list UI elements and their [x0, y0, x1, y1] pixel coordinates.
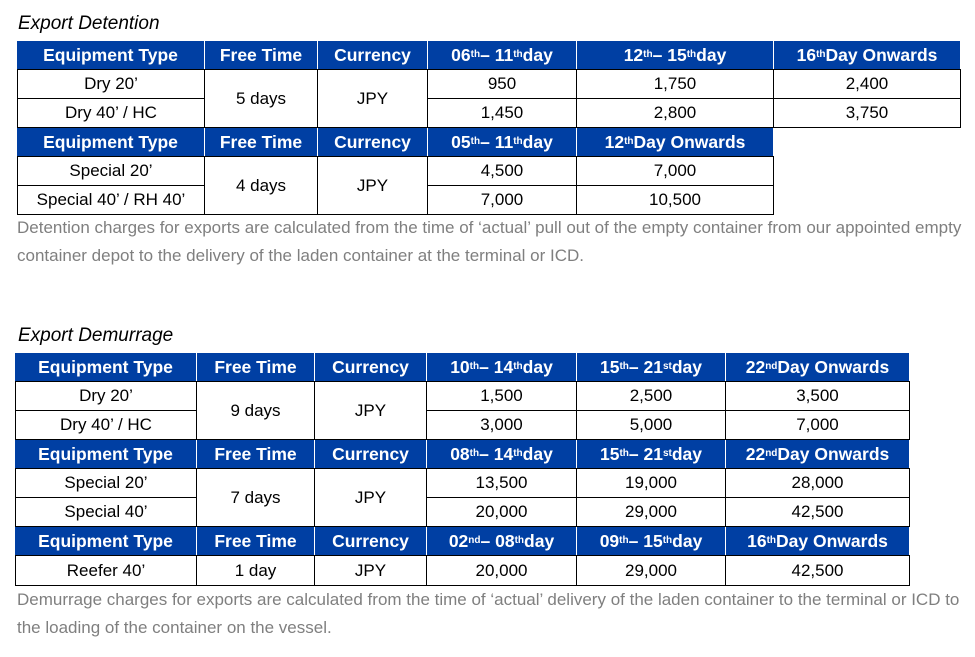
- rate-cell: 13,500: [426, 468, 577, 498]
- equipment-cell: Dry 40’ / HC: [17, 98, 205, 128]
- rate-cell: 42,500: [725, 555, 910, 586]
- equipment-cell: Special 20’: [17, 156, 205, 186]
- header-equipment-type: Equipment Type: [17, 41, 204, 69]
- header-period-1: 10 th – 14 th day: [427, 353, 576, 381]
- rate-cell: 2,800: [576, 98, 774, 128]
- detention-note: Detention charges for exports are calculated from the time of ‘actual’ pull out of the empty container from our appointed empty container depot to the delivery of the laden container at the terminal or ICD.: [17, 218, 962, 265]
- header-free-time: Free Time: [197, 353, 314, 381]
- rate-cell: 2,500: [576, 381, 726, 411]
- equipment-cell: Reefer 40’: [15, 555, 197, 586]
- equipment-cell: Dry 20’: [17, 69, 205, 99]
- rate-cell: 3,500: [725, 381, 910, 411]
- header-period-3: 16 th Day Onwards: [726, 527, 909, 555]
- detention-title: Export Detention: [18, 13, 160, 34]
- header-period-2: 09 th – 15 th day: [577, 527, 725, 555]
- header-period-1: 06 th – 11 th day: [428, 41, 576, 69]
- header-currency: Currency: [315, 440, 426, 468]
- header-period-1: 05 th – 11 th day: [428, 128, 576, 156]
- rate-cell: 5,000: [576, 410, 726, 440]
- rate-cell: 7,000: [427, 185, 577, 215]
- header-currency: Currency: [315, 353, 426, 381]
- free-time-cell: 7 days: [196, 468, 315, 527]
- header-free-time: Free Time: [205, 128, 317, 156]
- rate-cell: 7,000: [576, 156, 774, 186]
- currency-cell: JPY: [317, 69, 428, 128]
- equipment-cell: Dry 40’ / HC: [15, 410, 197, 440]
- rate-cell: 19,000: [576, 468, 726, 498]
- header-free-time: Free Time: [197, 527, 314, 555]
- header-currency: Currency: [315, 527, 426, 555]
- header-free-time: Free Time: [205, 41, 317, 69]
- currency-cell: JPY: [314, 468, 427, 527]
- header-period-2: 15 th – 21 st day: [577, 353, 725, 381]
- rate-cell: 29,000: [576, 555, 726, 586]
- rate-cell: 2,400: [773, 69, 961, 99]
- header-equipment-type: Equipment Type: [17, 128, 204, 156]
- equipment-cell: Special 40’ / RH 40’: [17, 185, 205, 215]
- header-equipment-type: Equipment Type: [15, 527, 196, 555]
- free-time-cell: 4 days: [204, 156, 318, 215]
- currency-cell: JPY: [317, 156, 428, 215]
- header-free-time: Free Time: [197, 440, 314, 468]
- header-period-2: 12 th – 15 th day: [577, 41, 773, 69]
- header-equipment-type: Equipment Type: [15, 353, 196, 381]
- header-period-1: 02 nd – 08 th day: [427, 527, 576, 555]
- header-period-2: 12 th Day Onwards: [577, 128, 773, 156]
- header-period-3: 16 th Day Onwards: [774, 41, 960, 69]
- demurrage-title: Export Demurrage: [18, 325, 174, 346]
- rate-cell: 20,000: [426, 555, 577, 586]
- currency-cell: JPY: [314, 381, 427, 440]
- equipment-cell: Dry 20’: [15, 381, 197, 411]
- equipment-cell: Special 20’: [15, 468, 197, 498]
- header-currency: Currency: [318, 41, 427, 69]
- rate-cell: 29,000: [576, 497, 726, 527]
- header-period-2: 15 th – 21 st day: [577, 440, 725, 468]
- rate-cell: 3,000: [426, 410, 577, 440]
- rate-cell: 1,750: [576, 69, 774, 99]
- free-time-cell: 5 days: [204, 69, 318, 128]
- header-equipment-type: Equipment Type: [15, 440, 196, 468]
- free-time-cell: 9 days: [196, 381, 315, 440]
- rate-cell: 4,500: [427, 156, 577, 186]
- header-period-3: 22 nd Day Onwards: [726, 440, 909, 468]
- rate-cell: 10,500: [576, 185, 774, 215]
- rate-cell: 7,000: [725, 410, 910, 440]
- rate-cell: 1,450: [427, 98, 577, 128]
- free-time-cell: 1 day: [196, 555, 315, 586]
- header-currency: Currency: [318, 128, 427, 156]
- header-period-1: 08 th – 14 th day: [427, 440, 576, 468]
- header-period-3: 22 nd Day Onwards: [726, 353, 909, 381]
- demurrage-note: Demurrage charges for exports are calculated from the time of ‘actual’ delivery of the laden container to the terminal or ICD to the loading of the container on the vessel.: [17, 590, 960, 637]
- rate-cell: 950: [427, 69, 577, 99]
- rate-cell: 3,750: [773, 98, 961, 128]
- rate-cell: 20,000: [426, 497, 577, 527]
- rate-cell: 1,500: [426, 381, 577, 411]
- currency-cell: JPY: [314, 555, 427, 586]
- rate-cell: 42,500: [725, 497, 910, 527]
- rate-cell: 28,000: [725, 468, 910, 498]
- equipment-cell: Special 40’: [15, 497, 197, 527]
